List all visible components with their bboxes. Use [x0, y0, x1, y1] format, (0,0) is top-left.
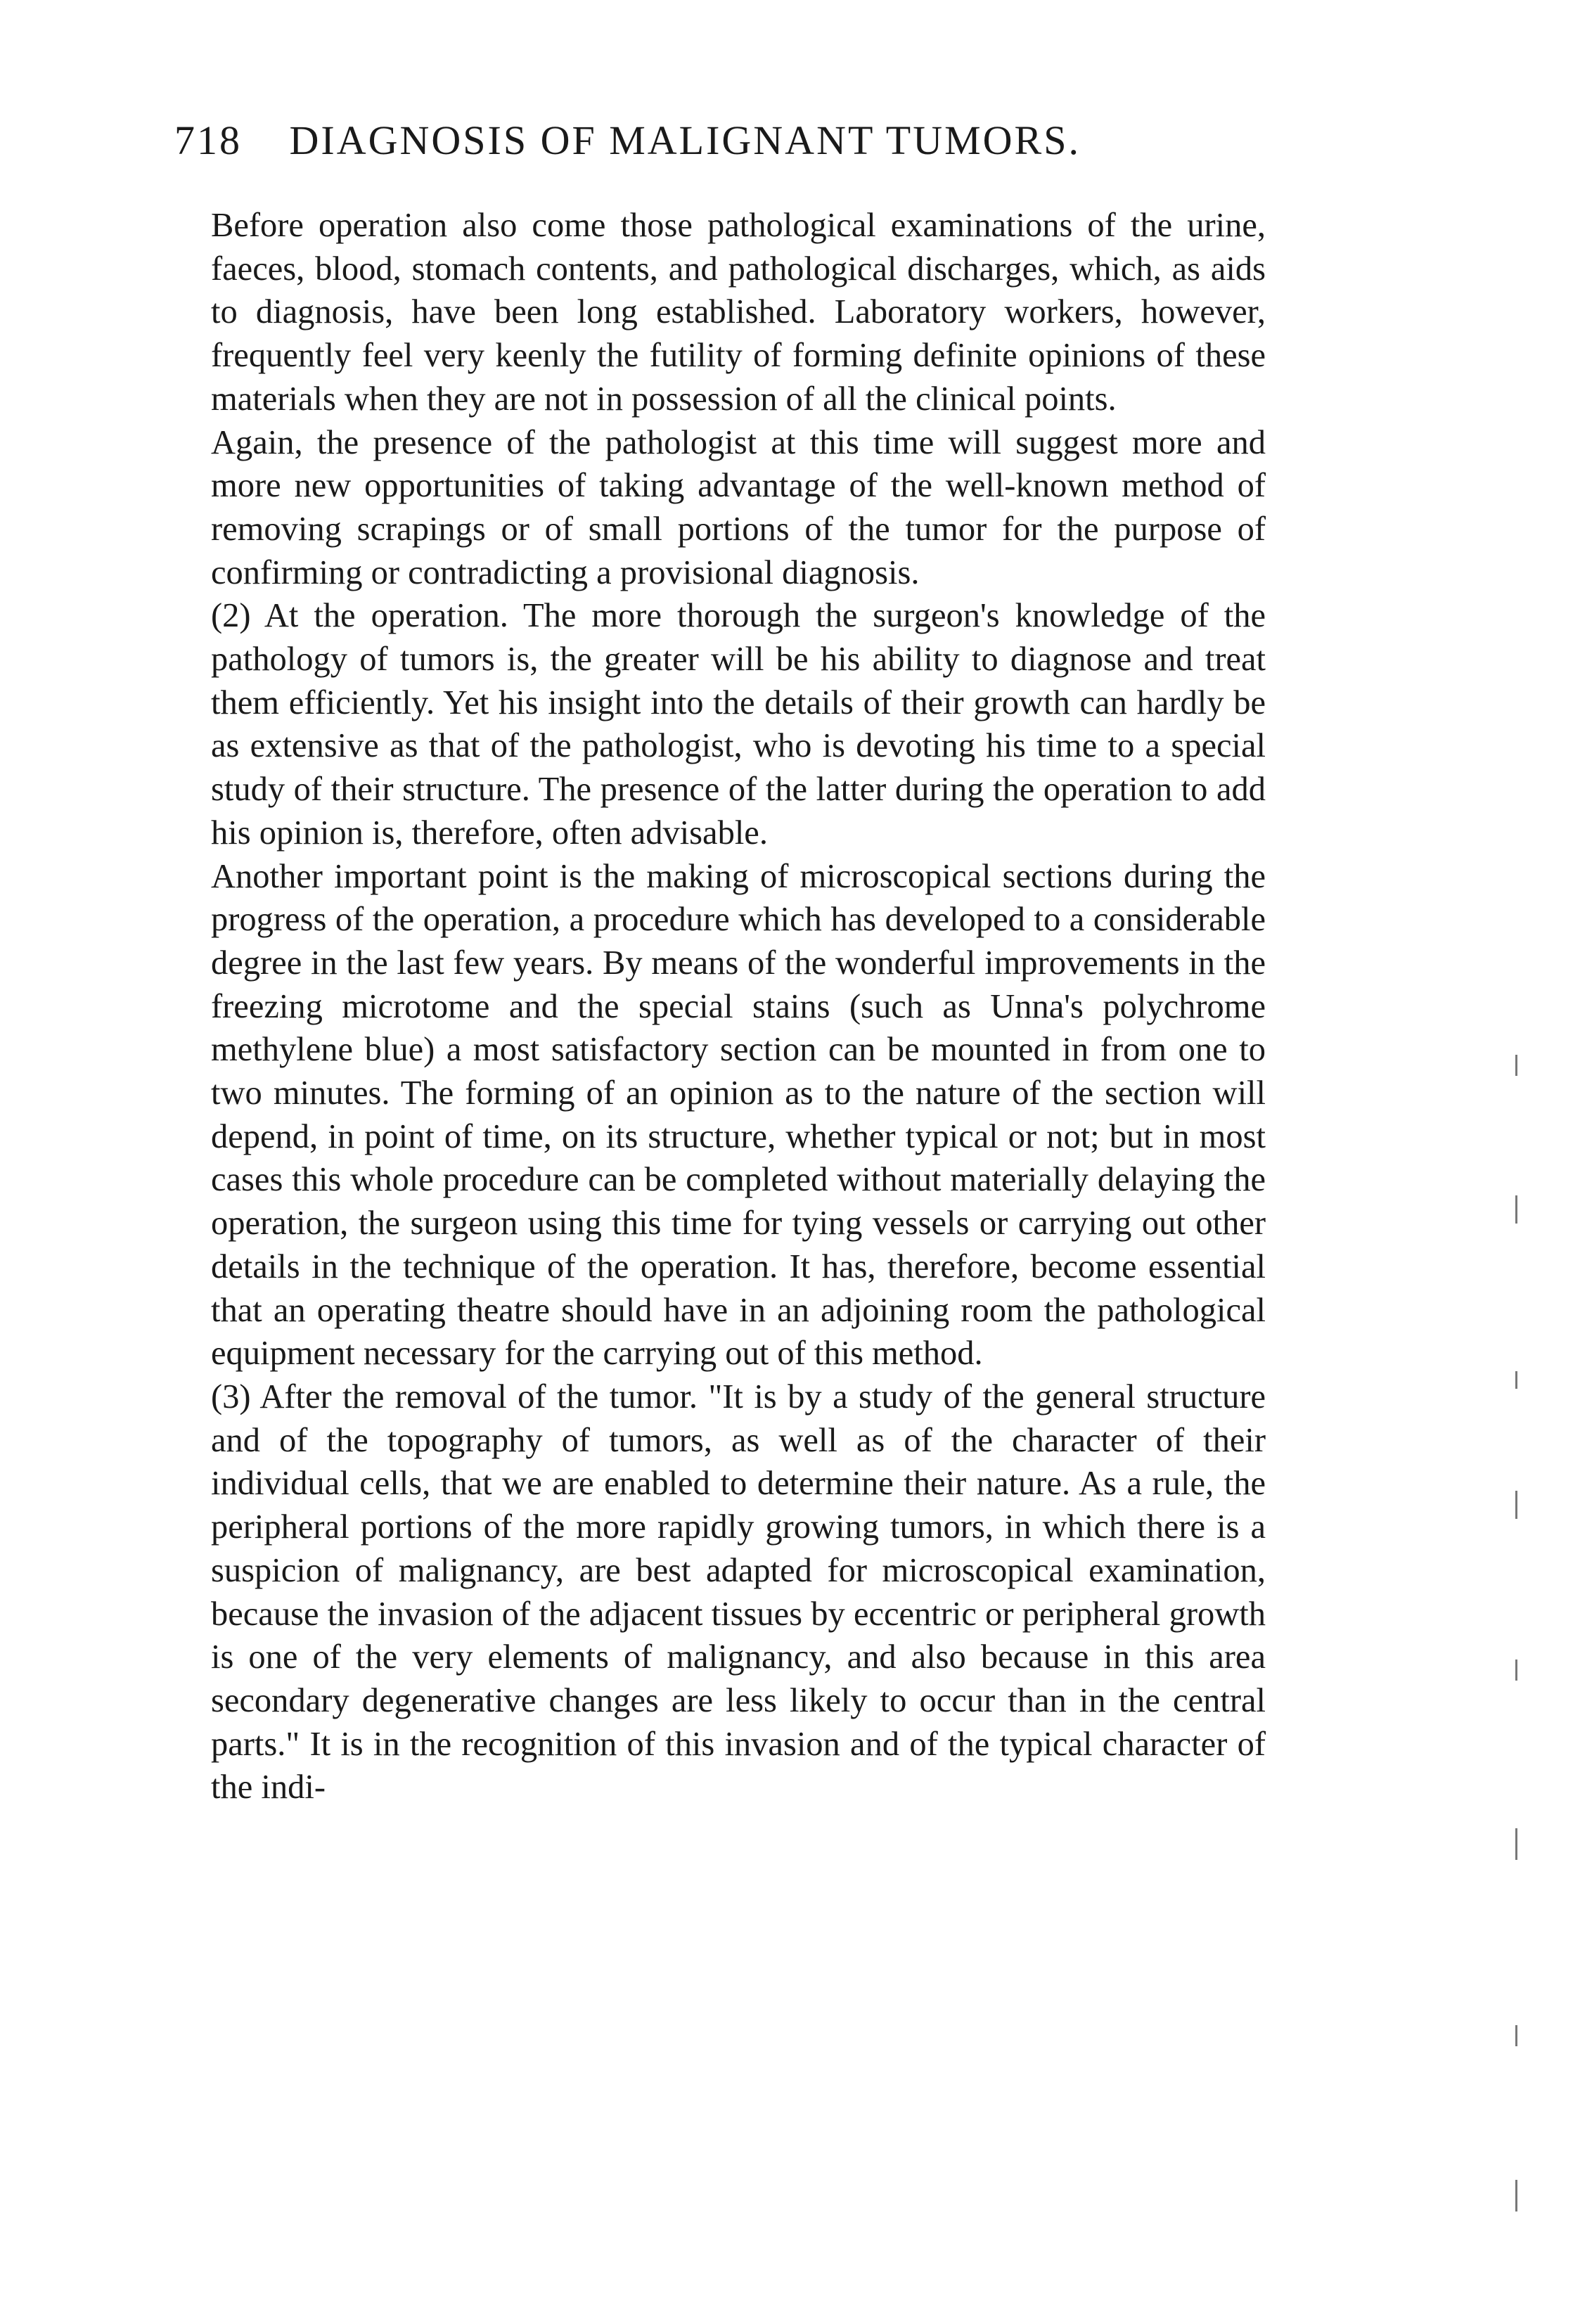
- scan-mark: [1515, 1195, 1517, 1224]
- scan-mark: [1515, 1659, 1517, 1681]
- running-title: DIAGNOSIS OF MALIGNANT TUMORS.: [289, 117, 1081, 163]
- paragraph-at-operation: (2) At the operation. The more thorough the surgeon's knowledge of the pathology of tumors is, the greater will be his ability to diagnose and treat them efficiently. Yet his insight into the details of their growth can hardly be as extensive as that of the pathologist, who is devoting his time to a special study of their structure. The presence of the latter during the operation to add his opinion is, therefore, often advisable.: [211, 597, 1266, 852]
- running-header: [174, 113, 1271, 169]
- paragraph-after-removal: (3) After the removal of the tumor. "It is by a study of the general structure and of the topography of tumors, as well as of the character of their individual cells, that we are enabled to determine their nature. As a rule, the peripheral portions of the more rapidly growing tumors, in which there is a suspicion of malignancy, are best adapted for microscopical examination, because the invasion of the adjacent tissues by eccentric or peripheral growth is one of the very elements of malignancy, and also because in this area secondary degenerative changes are less likely to occur than in the central parts." It is in the recognition of this invasion and of the typical character of the indi-: [211, 1378, 1266, 1806]
- paragraph-pathologist-presence: Again, the presence of the pathologist at this time will suggest more and more new opportunities of taking advantage of the well-known method of removing scrapings or of small portions of the tumor for the purpose of confirming or contradicting a provisional diagnosis.: [211, 423, 1266, 591]
- scan-mark: [1515, 2025, 1517, 2046]
- page-number: 718: [174, 117, 242, 163]
- paragraph-pre-operation: Before operation also come those pathological examinations of the urine, faeces, blood, stomach contents, and pathological discharges, which, as aids to diagnosis, have been long established. Laboratory workers, however, frequently feel very keenly the futility of forming definite opinions of these materials when they are not in possession of all the clinical points.: [211, 207, 1266, 418]
- scan-mark: [1515, 2180, 1517, 2211]
- paragraph-microscopical-sections: Another important point is the making of microscopical sections during the progress of the operation, a procedure which has developed to a considerable degree in the last few years. By means of the wonderful improvements in the freezing microtome and the special stains (such as Unna's polychrome methylene blue) a most satisfactory section can be mounted in from one to two minutes. The forming of an opinion as to the nature of the section will depend, in point of time, on its structure, whether typical or not; but in most cases this whole procedure can be completed without materially delaying the operation, the surgeon using this time for tying vessels or carrying out other details in the technique of the operation. It has, therefore, become essential that an operating theatre should have in an adjoining room the pathological equipment necessary for the carrying out of this method.: [211, 857, 1266, 1373]
- scan-mark: [1515, 1055, 1517, 1076]
- scan-mark: [1515, 1491, 1517, 1519]
- scan-margin-marks: [1515, 1055, 1529, 2250]
- body-text: [211, 204, 1266, 1809]
- scan-mark: [1515, 1828, 1517, 1860]
- scan-mark: [1515, 1371, 1517, 1389]
